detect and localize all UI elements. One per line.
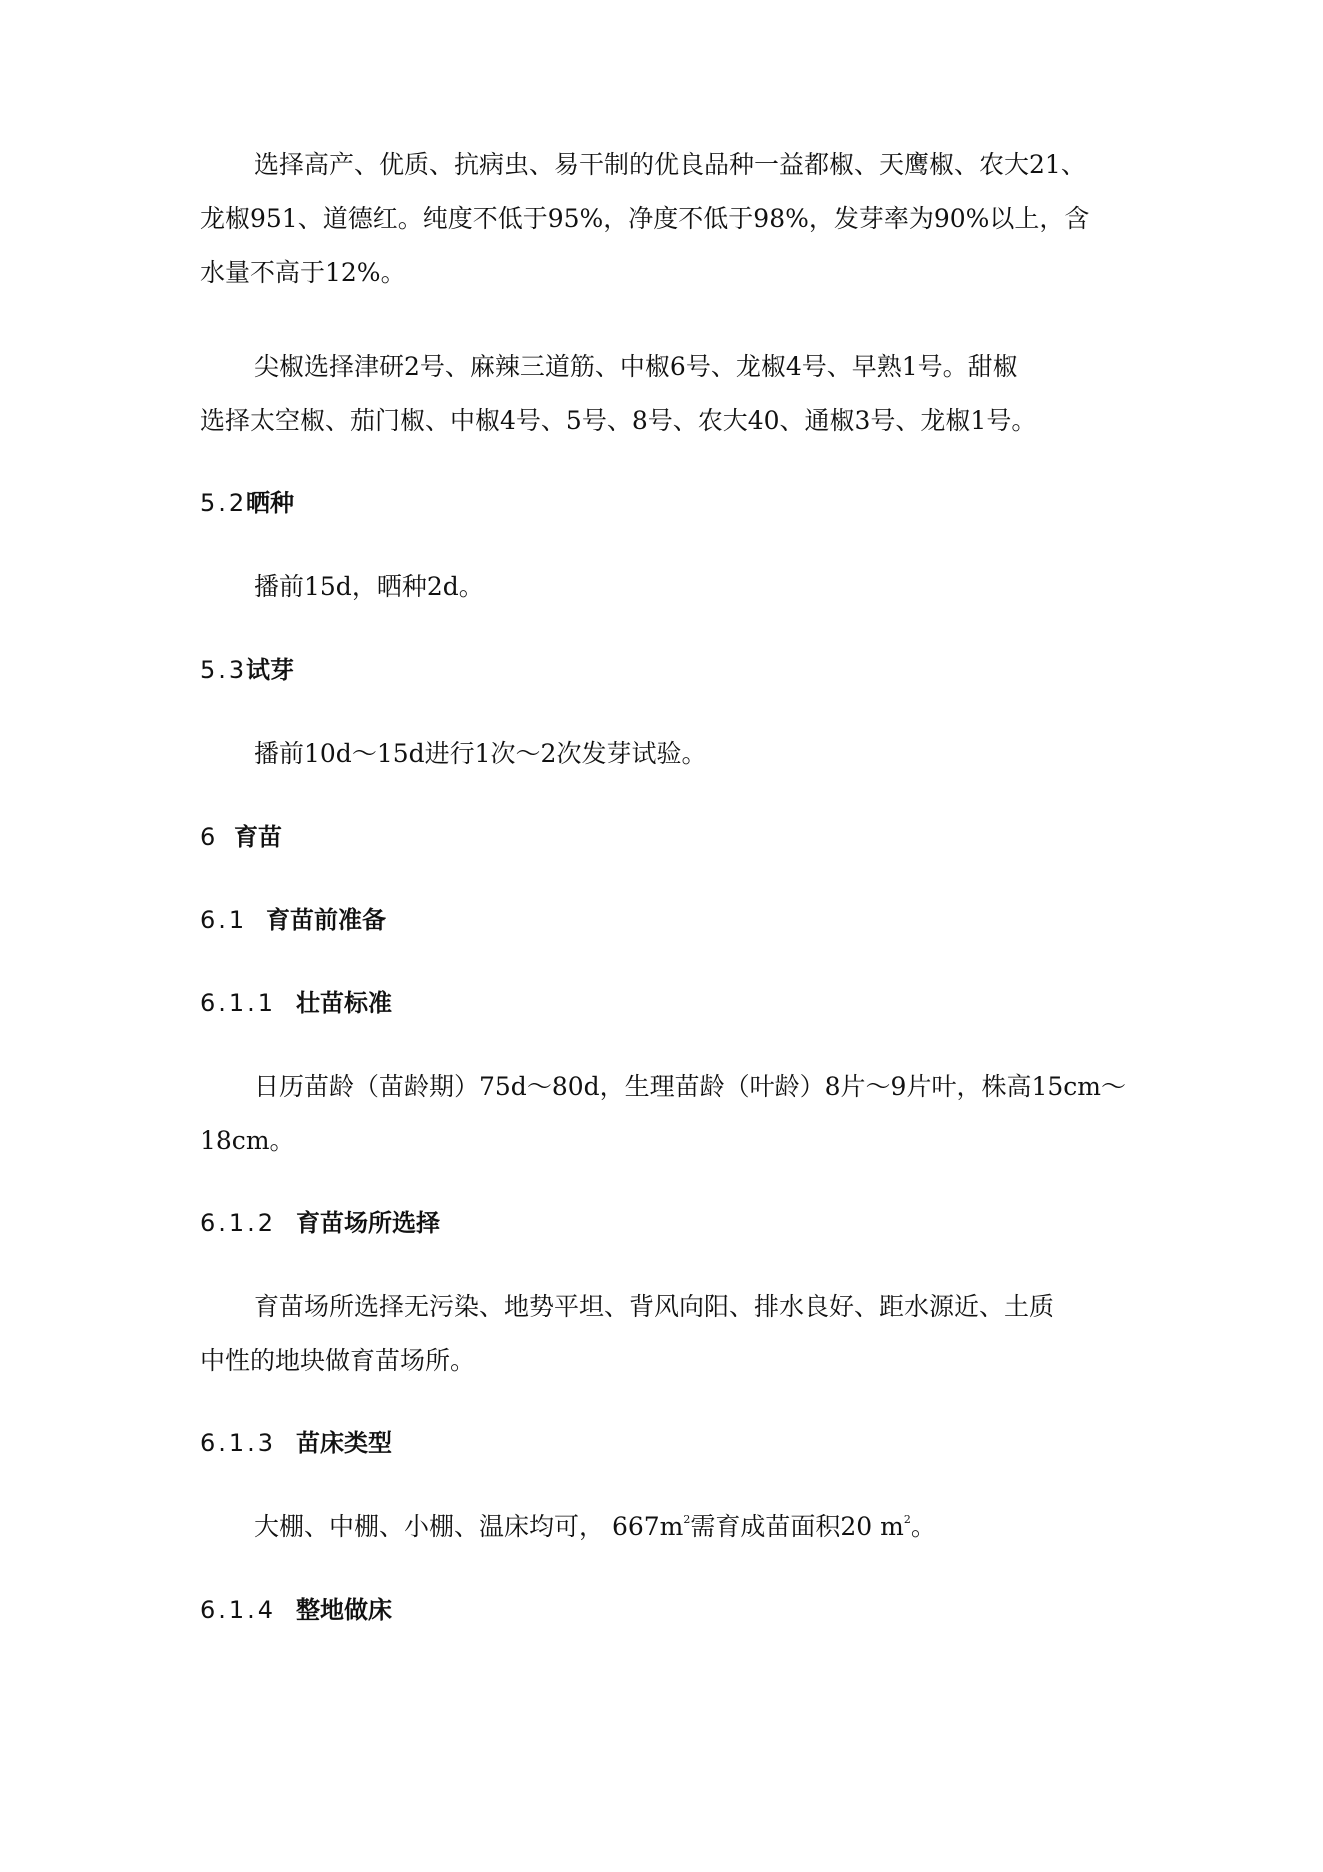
text-segment: 。 [910, 1512, 936, 1541]
text-line: 18cm。 [200, 1126, 295, 1155]
heading-title: 壮苗标准 [296, 989, 392, 1017]
heading-5-2 [200, 486, 294, 520]
text-line: 尖椒选择津研2号、麻辣三道筋、中椒6号、龙椒4号、早熟1号。甜椒 [254, 352, 1018, 381]
heading-number: 5.3 [200, 656, 248, 684]
paragraph-seedling-standard [200, 1060, 1126, 1168]
heading-number: 6.1.1 [200, 989, 277, 1017]
heading-title: 整地做床 [296, 1596, 392, 1624]
paragraph-varieties-intro [200, 138, 1120, 300]
paragraph-varieties-pepper [200, 340, 1120, 448]
text-line [200, 1500, 1120, 1554]
text-segment: 大棚、中棚、小棚、温床均可， 667m [254, 1512, 684, 1541]
heading-title: 育苗 [234, 823, 282, 851]
superscript: 2 [903, 1513, 911, 1526]
heading-number: 6.1.3 [200, 1429, 277, 1457]
text-line: 选择太空椒、茄门椒、中椒4号、5号、8号、农大40、通椒3号、龙椒1号。 [200, 406, 1037, 435]
heading-title: 晒种 [246, 489, 294, 517]
heading-5-3 [200, 653, 294, 687]
heading-6-1-2 [200, 1206, 440, 1240]
text-segment: 需育成苗面积20 m [690, 1512, 904, 1541]
paragraph-germination-test [200, 727, 1120, 781]
heading-6 [200, 820, 282, 854]
text-line: 日历苗龄（苗龄期）75d～80d，生理苗龄（叶龄）8片～9片叶，株高15cm～ [254, 1072, 1126, 1101]
paragraph-sun-drying [200, 560, 1120, 614]
text-line: 育苗场所选择无污染、地势平坦、背风向阳、排水良好、距水源近、土质 [254, 1292, 1055, 1321]
heading-6-1-3 [200, 1426, 392, 1460]
heading-number: 6.1.2 [200, 1209, 277, 1237]
heading-6-1 [200, 903, 386, 937]
text-line: 中性的地块做育苗场所。 [200, 1346, 476, 1375]
heading-6-1-1 [200, 986, 392, 1020]
paragraph-site-selection [200, 1280, 1120, 1388]
heading-number: 6.1.4 [200, 1596, 277, 1624]
text-line: 选择高产、优质、抗病虫、易干制的优良品种一益都椒、天鹰椒、农大21、 [254, 150, 1086, 179]
heading-number: 6 [200, 823, 219, 851]
paragraph-bed-type [200, 1500, 1120, 1554]
text-line: 龙椒951、道德红。纯度不低于95%，净度不低于98%，发芽率为90%以上，含 [200, 204, 1090, 233]
text-line: 播前10d～15d进行1次～2次发芽试验。 [254, 739, 707, 768]
heading-title: 育苗前准备 [266, 906, 386, 934]
text-line: 水量不高于12%。 [200, 258, 406, 287]
text-line: 播前15d，晒种2d。 [254, 572, 484, 601]
heading-6-1-4 [200, 1593, 392, 1627]
heading-title: 苗床类型 [296, 1429, 392, 1457]
heading-title: 育苗场所选择 [296, 1209, 440, 1237]
heading-number: 5.2 [200, 489, 248, 517]
heading-title: 试芽 [246, 656, 294, 684]
heading-number: 6.1 [200, 906, 248, 934]
superscript: 2 [683, 1513, 691, 1526]
